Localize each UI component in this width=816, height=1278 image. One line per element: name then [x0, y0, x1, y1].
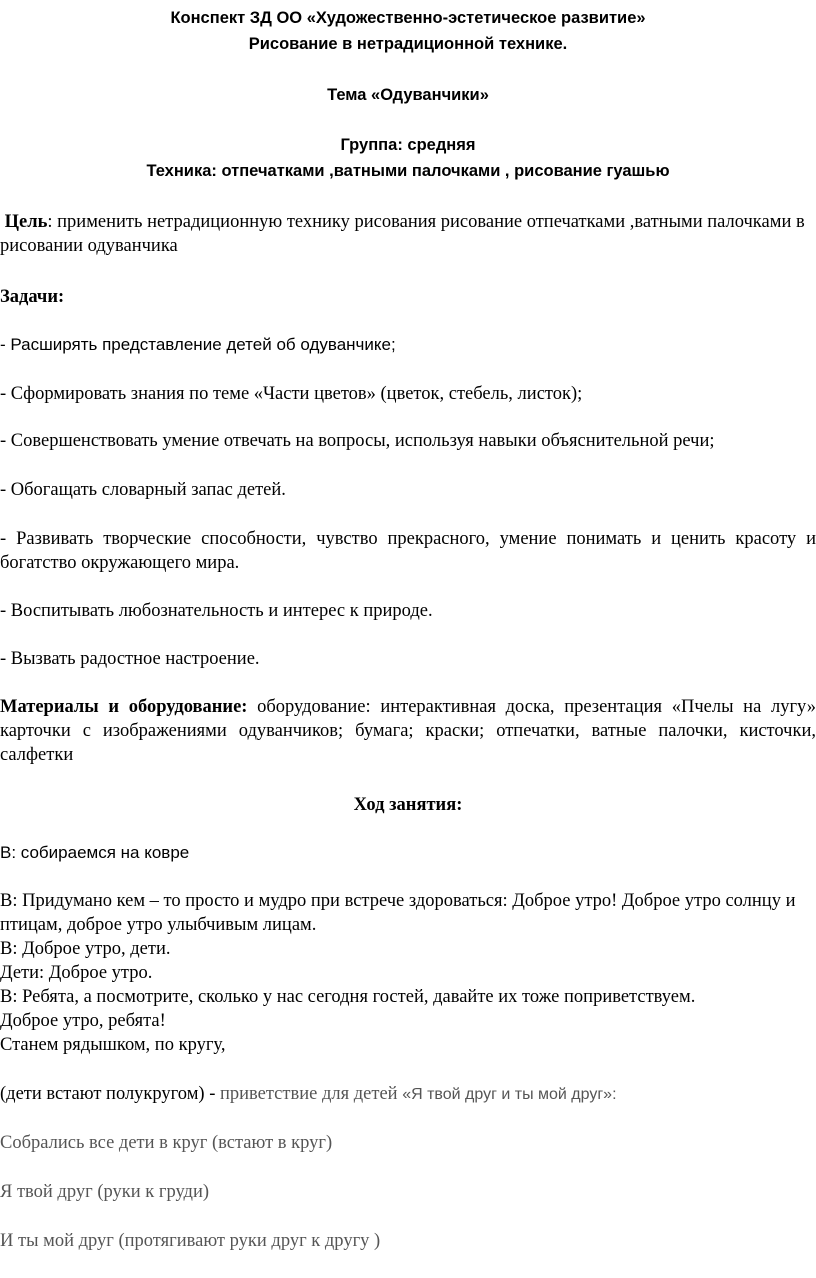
task-item: - Совершенствовать умение отвечать на вопросы, используя навыки объяснительной речи;: [0, 431, 715, 451]
lesson-gather: В: собираемся на ковре: [0, 843, 190, 862]
task-item: - Развивать творческие способности, чувство прекрасного, умение понимать и ценить красоту и богатство окружающего мира.: [0, 529, 816, 573]
dialog-line: Дети: Доброе утро.: [0, 963, 153, 983]
doc-technique: Техника: отпечатками ,ватными палочками , рисование гуашью: [146, 162, 670, 180]
task-item: - Сформировать знания по теме «Части цветов» (цветок, стебель, листок);: [0, 384, 583, 404]
task-item: - Вызвать радостное настроение.: [0, 649, 260, 669]
task-item: - Расширять представление детей об одуванчике;: [0, 335, 396, 354]
goal-label: Цель: [4, 212, 48, 232]
greeting-line: [0, 1082, 816, 1107]
doc-title: Конспект ЗД ОО «Художественно-эстетическое развитие»: [170, 9, 646, 27]
task-item: - Воспитывать любознательность и интерес к природе.: [0, 601, 433, 621]
dialog-line: В: Придумано кем – то просто и мудро при встрече здороваться: Доброе утро! Доброе утро солнцу и птицам, доброе утро улыбчивым лицам.: [0, 891, 796, 935]
materials-text: оборудование: интерактивная доска, презентация «Пчелы на лугу» карточки с изображениями одуванчиков; бумага; краски; отпечатки, ватные палочки, кисточки, салфетки: [0, 697, 816, 765]
materials-label: Материалы и оборудование:: [0, 697, 248, 717]
dialog-line: Доброе утро, ребята!: [0, 1011, 166, 1031]
dialog-line: В: Ребята, а посмотрите, сколько у нас сегодня гостей, давайте их тоже поприветствуем.: [0, 987, 696, 1007]
verse-line: И ты мой друг (протягивают руки друг к другу ): [0, 1231, 381, 1251]
verse-line: Я твой друг (руки к груди): [0, 1182, 210, 1202]
greeting-intro: (дети встают полукругом) -: [0, 1084, 220, 1104]
task-item: - Обогащать словарный запас детей.: [0, 480, 286, 500]
doc-group: Группа: средняя: [340, 136, 476, 154]
dialog-line: В: Доброе утро, дети.: [0, 939, 171, 959]
goal-text: : применить нетрадиционную технику рисования рисование отпечатками ,ватными палочками в рисовании одуванчика: [0, 212, 805, 256]
doc-theme: Тема «Одуванчики»: [327, 86, 489, 104]
greeting-name: «Я твой друг и ты мой друг»:: [402, 1086, 617, 1103]
doc-subtitle: Рисование в нетрадиционной технике.: [248, 35, 568, 53]
goal-paragraph: [0, 210, 816, 258]
verse-line: Собрались все дети в круг (встают в круг): [0, 1133, 333, 1153]
materials-paragraph: [0, 695, 816, 767]
dialog-line: Станем рядышком, по кругу,: [0, 1035, 226, 1055]
greeting-gray: приветствие для детей: [219, 1084, 403, 1104]
lesson-heading: Ход занятия:: [353, 795, 463, 815]
tasks-heading: Задачи:: [0, 287, 65, 307]
